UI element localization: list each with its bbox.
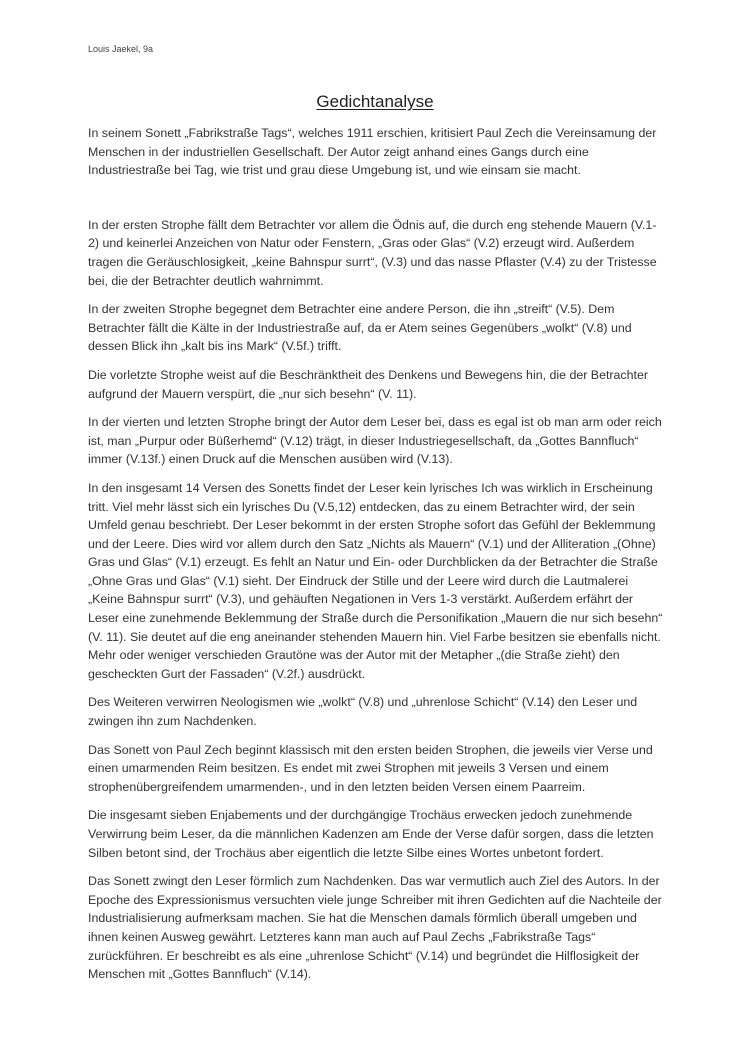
paragraph-stanza-3: Die vorletzte Strophe weist auf die Beschränktheit des Denkens und Bewegens hin, die der Betrachter aufgrund der Mauern verspürt, die „nur sich besehn“ (V. 11).: [88, 367, 648, 401]
paragraph-stanza-4: In der vierten und letzten Strophe bringt der Autor dem Leser bei, dass es egal ist ob man arm oder reich ist, man „Purpur oder Büßerhemd“ (V.12) trägt, in dieser Industriegesellschaft, da „Gottes Bannfluch“ immer (V.13f.) einen Druck auf die Menschen ausüben wird (V.13).: [88, 415, 662, 467]
paragraph-neologisms: Des Weiteren verwirren Neologismen wie „wolkt“ (V.8) und „uhrenlose Schicht“ (V.14) den Leser und zwingen ihn zum Nachdenken.: [88, 695, 638, 729]
document-title: Gedichtanalyse: [316, 92, 434, 111]
paragraph-conclusion: Das Sonett zwingt den Leser förmlich zum Nachdenken. Das war vermutlich auch Ziel des Autors. In der Epoche des Expressionismus versuchten viele junge Schreiber mit ihren Gedichten auf die Nachteile der Industrialisierung aufmerksam machen. Sie hat die Menschen damals förmlich überall umgeben und ihnen keinen Ausweg gewährt. Letzteres kann man auch auf Paul Zechs „Fabrikstraße Tags“ zurückführen. Er beschreibt es als eine „uhrenlose Schicht“ (V.14) und begründet die Hilflosigkeit der Menschen mit „Gottes Bannfluch“ (V.14).: [88, 874, 662, 982]
document-body: [88, 124, 664, 994]
author-header: Louis Jaekel, 9a: [88, 44, 154, 54]
paragraph-meter: Die insgesamt sieben Enjabements und der durchgängige Trochäus erwecken jedoch zunehmende Verwirrung beim Leser, da die männlichen Kadenzen am Ende der Verse dafür sorgen, dass die letzten Silben betont sind, der Trochäus aber eigentlich die letzte Silbe eines Wortes unbetont fordert.: [88, 808, 654, 860]
paragraph-stylistic-devices: In den insgesamt 14 Versen des Sonetts findet der Leser kein lyrisches Ich was wirklich in Erscheinung tritt. Viel mehr lässt sich ein lyrisches Du (V.5,12) entdecken, das zu einem Betrachter wird, der sein Umfeld genau beschriebt. Der Leser bekommt in der ersten Strophe sofort das Gefühl der Beklemmung und der Leere. Dies wird vor allem durch den Satz „Nichts als Mauern“ (V.1) und der Alliteration „(Ohne) Gras und Glas“ (V.1) erzeugt. Es fehlt an Natur und Ein- oder Durchblicken da der Betrachter die Straße „Ohne Gras und Glas“ (V.1) sieht. Der Eindruck der Stille und der Leere wird durch die Lautmalerei „Keine Bahnspur surrt“ (V.3), und gehäuften Negationen in Vers 1-3 verstärkt. Außerdem erfährt der Leser eine zunehmende Beklemmung der Straße durch die Personifikation „Mauern die nur sich besehn“ (V. 11). Sie deutet auf die eng aneinander stehenden Mauern hin. Viel Farbe besitzen sie ebenfalls nicht. Mehr oder weniger verschieden Grautöne was der Autor mit der Metapher „(die Straße zieht) den gescheckten Gurt der Fassaden“ (V.2f.) ausdrückt.: [88, 480, 663, 681]
paragraph-form: Das Sonett von Paul Zech beginnt klassisch mit den ersten beiden Strophen, die jeweils vier Verse und einen umarmenden Reim besitzen. Es endet mit zwei Strophen mit jeweils 3 Versen und einem strophenübergreifendem umarmenden-, und in den letzten beiden Versen einem Paarreim.: [88, 742, 653, 794]
paragraph-stanza-2: In der zweiten Strophe begegnet dem Betrachter eine andere Person, die ihn „streift“ (V.5). Dem Betrachter fällt die Kälte in der Industriestraße auf, da er Atem seines Gegenübers „wolkt“ (V.8) und dessen Blick ihn „kalt bis ins Mark“ (V.5f.) trifft.: [88, 302, 632, 354]
paragraph-stanza-1: In der ersten Strophe fällt dem Betrachter vor allem die Ödnis auf, die durch eng stehende Mauern (V.1-2) und keinerlei Anzeichen von Natur oder Fenstern, „Gras oder Glas“ (V.2) erzeugt wird. Außerdem tragen die Geräuschlosigkeit, „keine Bahnspur surrt“, (V.3) und das nasse Pflaster (V.4) zu der Tristesse bei, die der Betrachter deutlich wahrnimmt.: [88, 217, 657, 288]
intro-paragraph: In seinem Sonett „Fabrikstraße Tags“, welches 1911 erschien, kritisiert Paul Zech die Vereinsamung der Menschen in der industriellen Gesellschaft. Der Autor zeigt anhand eines Gangs durch eine Industriestraße bei Tag, wie trist und grau diese Umgebung ist, und wie einsam sie macht.: [88, 126, 657, 178]
